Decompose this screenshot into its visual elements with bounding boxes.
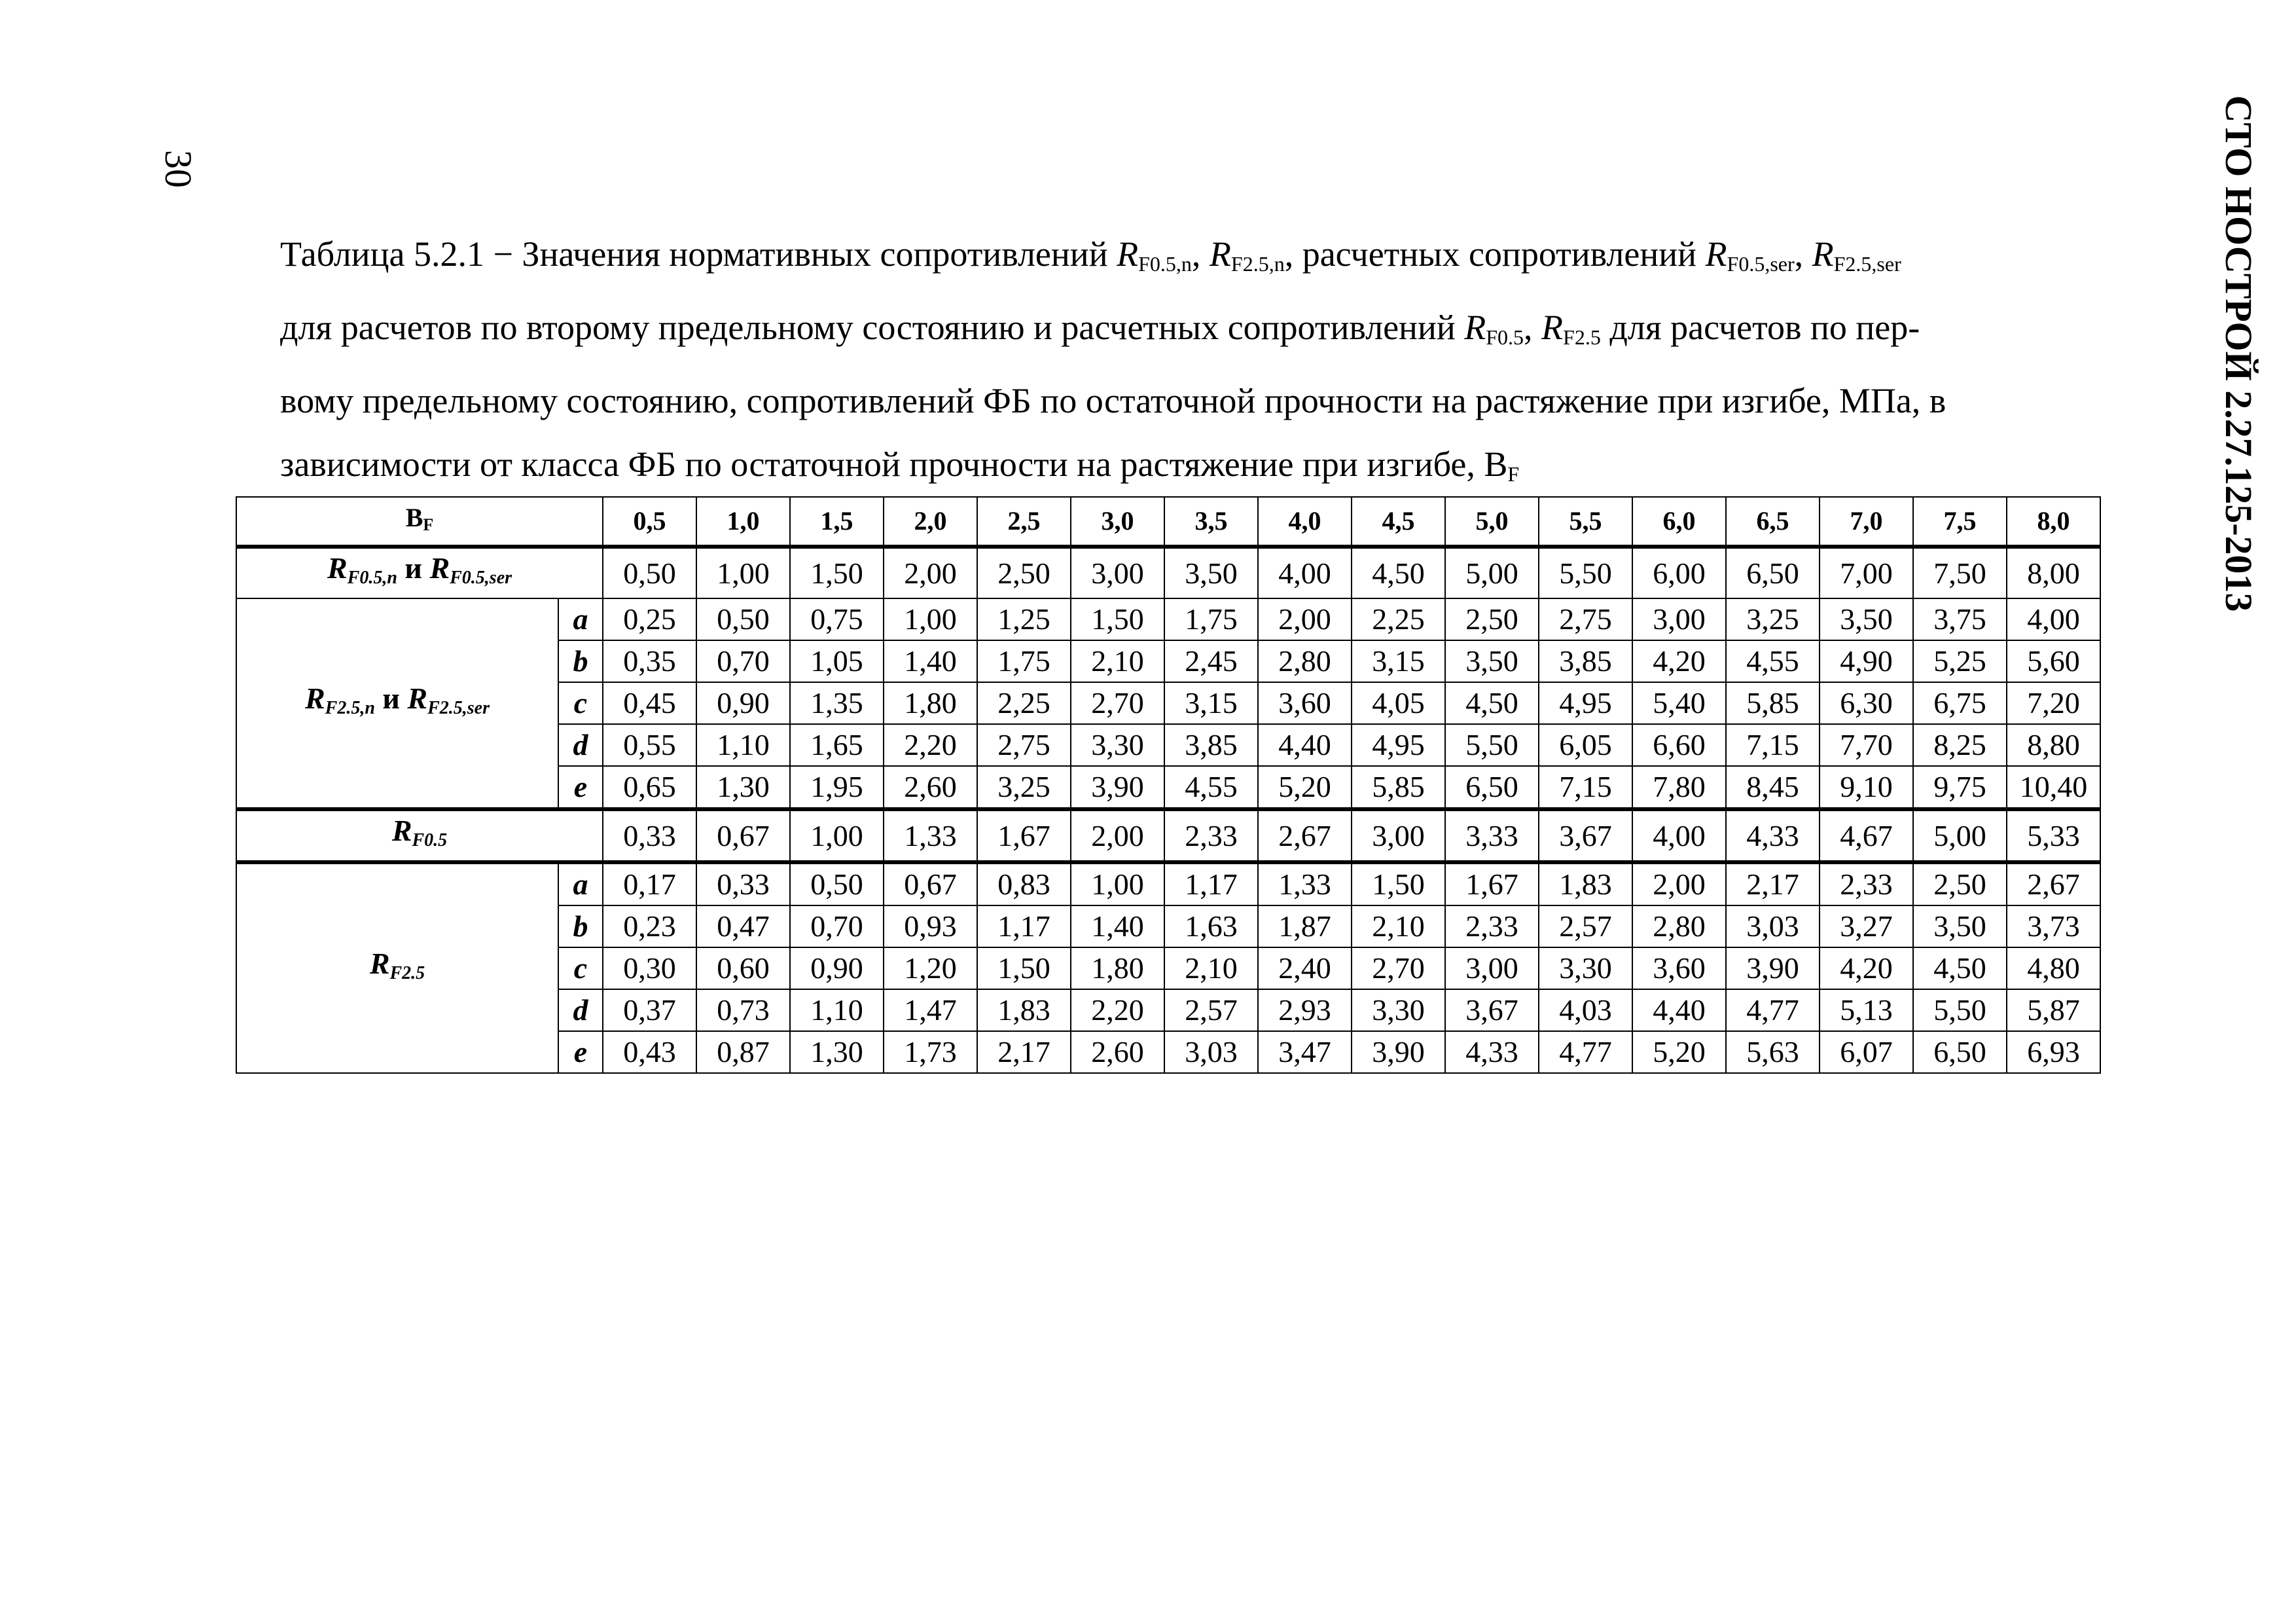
table-cell: 10,40	[2007, 766, 2100, 809]
table-cell: 3,75	[1913, 598, 2007, 640]
table-cell: 3,50	[1164, 547, 1258, 598]
table-cell: 4,03	[1539, 989, 1632, 1031]
table-cell: 9,75	[1913, 766, 2007, 809]
table-cell: 4,77	[1539, 1031, 1632, 1073]
table-cell: 3,00	[1632, 598, 1726, 640]
table-cell: 1,30	[696, 766, 790, 809]
table-cell: 3,60	[1258, 682, 1352, 724]
header-class-value: 1,0	[696, 497, 790, 547]
table-cell: 3,85	[1164, 724, 1258, 766]
table-row	[236, 598, 2100, 640]
table-cell: 7,20	[2007, 682, 2100, 724]
table-cell: 3,90	[1726, 947, 1820, 989]
table-row	[236, 547, 2100, 598]
header-class-value: 3,0	[1071, 497, 1164, 547]
table-cell: 7,50	[1913, 547, 2007, 598]
row-sublabel: e	[558, 766, 603, 809]
header-class-value: 0,5	[603, 497, 696, 547]
table-cell: 4,80	[2007, 947, 2100, 989]
table-cell: 0,25	[603, 598, 696, 640]
table-cell: 5,00	[1445, 547, 1539, 598]
header-class-value: 7,5	[1913, 497, 2007, 547]
table-cell: 7,80	[1632, 766, 1726, 809]
table-cell: 0,17	[603, 862, 696, 905]
caption-line-4: зависимости от класса ФБ по остаточной прочности на растяжение при изгибе, $B_F$	[280, 445, 1520, 486]
table-cell: 2,50	[1445, 598, 1539, 640]
table-cell: 1,30	[790, 1031, 884, 1073]
table-cell: 5,40	[1632, 682, 1726, 724]
table-cell: 5,85	[1352, 766, 1445, 809]
table-cell: 4,00	[1632, 809, 1726, 862]
header-class-value: 4,5	[1352, 497, 1445, 547]
table-cell: 3,90	[1352, 1031, 1445, 1073]
table-cell: 5,85	[1726, 682, 1820, 724]
table-cell: 4,20	[1632, 640, 1726, 682]
table-cell: 2,20	[1071, 989, 1164, 1031]
row-label-rf25n-rf25ser	[236, 598, 558, 809]
table-cell: 2,57	[1164, 989, 1258, 1031]
label-r-letter: R	[327, 551, 348, 585]
table-cell: 2,80	[1632, 905, 1726, 947]
table-cell: 2,33	[1164, 809, 1258, 862]
table-cell: 4,95	[1539, 682, 1632, 724]
table-cell: 1,47	[884, 989, 977, 1031]
table-cell: 8,00	[2007, 547, 2100, 598]
table-cell: 0,50	[696, 598, 790, 640]
table-cell: 2,00	[1071, 809, 1164, 862]
table-cell: 1,25	[977, 598, 1071, 640]
row-label-rf05	[236, 809, 603, 862]
table-cell: 5,20	[1258, 766, 1352, 809]
table-cell: 4,00	[1258, 547, 1352, 598]
table-caption	[280, 223, 2106, 506]
table-cell: 0,90	[790, 947, 884, 989]
table-cell: 6,30	[1820, 682, 1913, 724]
table-cell: 1,75	[977, 640, 1071, 682]
table-cell: 1,80	[884, 682, 977, 724]
table-header-row	[236, 497, 2100, 547]
table-cell: 1,33	[884, 809, 977, 862]
table-cell: 5,50	[1539, 547, 1632, 598]
table-cell: 0,90	[696, 682, 790, 724]
table-cell: 0,67	[696, 809, 790, 862]
table-cell: 2,20	[884, 724, 977, 766]
table-cell: 3,85	[1539, 640, 1632, 682]
table-cell: 0,37	[603, 989, 696, 1031]
table-cell: 3,30	[1352, 989, 1445, 1031]
table-cell: 4,55	[1726, 640, 1820, 682]
table-cell: 3,50	[1820, 598, 1913, 640]
table-cell: 4,67	[1820, 809, 1913, 862]
table-cell: 2,10	[1164, 947, 1258, 989]
table-cell: 2,57	[1539, 905, 1632, 947]
row-sublabel: a	[558, 862, 603, 905]
resistance-table	[236, 496, 2101, 1074]
table-cell: 5,50	[1913, 989, 2007, 1031]
table-cell: 2,93	[1258, 989, 1352, 1031]
table-cell: 2,50	[1913, 862, 2007, 905]
table-cell: 3,33	[1445, 809, 1539, 862]
table-cell: 1,40	[1071, 905, 1164, 947]
row-sublabel: d	[558, 724, 603, 766]
table-cell: 3,27	[1820, 905, 1913, 947]
table-cell: 7,15	[1726, 724, 1820, 766]
table-cell: 1,33	[1258, 862, 1352, 905]
table-cell: 3,00	[1445, 947, 1539, 989]
row-sublabel: a	[558, 598, 603, 640]
table-cell: 1,20	[884, 947, 977, 989]
table-row	[236, 862, 2100, 905]
table-cell: 1,75	[1164, 598, 1258, 640]
table-cell: 6,50	[1445, 766, 1539, 809]
table-cell: 0,35	[603, 640, 696, 682]
table-cell: 1,50	[977, 947, 1071, 989]
table-cell: 8,80	[2007, 724, 2100, 766]
table-cell: 4,50	[1913, 947, 2007, 989]
label-r-letter: R	[369, 946, 390, 980]
table-cell: 2,67	[1258, 809, 1352, 862]
label-subscript: F0.5,n	[347, 568, 397, 588]
header-class-value: 7,0	[1820, 497, 1913, 547]
table-cell: 3,25	[977, 766, 1071, 809]
table-cell: 3,50	[1445, 640, 1539, 682]
table-cell: 1,63	[1164, 905, 1258, 947]
table-cell: 4,77	[1726, 989, 1820, 1031]
table-cell: 4,55	[1164, 766, 1258, 809]
label-r-letter: R	[391, 814, 412, 847]
table-cell: 5,20	[1632, 1031, 1726, 1073]
table-cell: 0,33	[696, 862, 790, 905]
table-cell: 1,50	[1071, 598, 1164, 640]
table-cell: 2,17	[1726, 862, 1820, 905]
table-cell: 3,67	[1539, 809, 1632, 862]
table-cell: 5,87	[2007, 989, 2100, 1031]
table-cell: 1,87	[1258, 905, 1352, 947]
table-cell: 2,60	[1071, 1031, 1164, 1073]
table-cell: 5,33	[2007, 809, 2100, 862]
table-cell: 3,15	[1352, 640, 1445, 682]
table-cell: 2,40	[1258, 947, 1352, 989]
table-cell: 3,47	[1258, 1031, 1352, 1073]
table-cell: 1,40	[884, 640, 977, 682]
table-cell: 2,00	[1632, 862, 1726, 905]
row-label-rf25	[236, 862, 558, 1073]
label-subscript: F2.5,n	[325, 697, 375, 718]
label-subscript: F0.5	[412, 830, 448, 850]
table-cell: 1,65	[790, 724, 884, 766]
table-cell: 7,15	[1539, 766, 1632, 809]
table-cell: 6,00	[1632, 547, 1726, 598]
table-cell: 7,00	[1820, 547, 1913, 598]
table-cell: 8,25	[1913, 724, 2007, 766]
table-cell: 2,70	[1352, 947, 1445, 989]
table-cell: 0,60	[696, 947, 790, 989]
label-subscript: F2.5,ser	[427, 697, 490, 718]
table-cell: 5,00	[1913, 809, 2007, 862]
table-cell: 2,67	[2007, 862, 2100, 905]
table-cell: 1,50	[790, 547, 884, 598]
table-cell: 3,00	[1352, 809, 1445, 862]
header-class-value: 3,5	[1164, 497, 1258, 547]
table-cell: 2,10	[1071, 640, 1164, 682]
table-cell: 2,33	[1445, 905, 1539, 947]
table-cell: 6,07	[1820, 1031, 1913, 1073]
table-cell: 0,45	[603, 682, 696, 724]
header-class-value: 6,5	[1726, 497, 1820, 547]
table-cell: 2,17	[977, 1031, 1071, 1073]
table-cell: 1,17	[1164, 862, 1258, 905]
table-cell: 1,50	[1352, 862, 1445, 905]
header-class-value: 8,0	[2007, 497, 2100, 547]
caption-line-2: для расчетов по второму предельному состоянию и расчетных сопротивлений $R_{F0.5}$, $R_{F2.5}$ для расчетов по пер-	[280, 308, 1920, 349]
header-class-value: 5,0	[1445, 497, 1539, 547]
table-cell: 2,10	[1352, 905, 1445, 947]
header-class-value: 5,5	[1539, 497, 1632, 547]
table-cell: 4,50	[1445, 682, 1539, 724]
table-cell: 1,67	[1445, 862, 1539, 905]
table-cell: 3,03	[1164, 1031, 1258, 1073]
table-row	[236, 809, 2100, 862]
row-sublabel: b	[558, 905, 603, 947]
table-cell: 4,95	[1352, 724, 1445, 766]
table-cell: 1,73	[884, 1031, 977, 1073]
row-sublabel: c	[558, 947, 603, 989]
table-cell: 4,40	[1258, 724, 1352, 766]
label-subscript: F0.5,ser	[450, 568, 512, 588]
table-cell: 6,75	[1913, 682, 2007, 724]
table-cell: 1,83	[977, 989, 1071, 1031]
table-cell: 2,70	[1071, 682, 1164, 724]
table-cell: 4,00	[2007, 598, 2100, 640]
caption-line-3: вому предельному состоянию, сопротивлений ФБ по остаточной прочности на растяжение при изгибе, МПа, в	[280, 381, 1946, 420]
label-r-letter: R	[429, 551, 450, 585]
table-cell: 3,15	[1164, 682, 1258, 724]
table-cell: 4,05	[1352, 682, 1445, 724]
document-code: СТО НОСТРОЙ 2.27.125-2013	[2217, 95, 2260, 612]
header-class-value: 1,5	[790, 497, 884, 547]
table-cell: 1,80	[1071, 947, 1164, 989]
row-sublabel: b	[558, 640, 603, 682]
label-conjunction: и	[374, 681, 408, 715]
table-cell: 1,00	[1071, 862, 1164, 905]
table-cell: 5,13	[1820, 989, 1913, 1031]
row-sublabel: d	[558, 989, 603, 1031]
label-r-letter: R	[304, 681, 325, 715]
table-cell: 5,63	[1726, 1031, 1820, 1073]
table-cell: 0,30	[603, 947, 696, 989]
table-cell: 5,60	[2007, 640, 2100, 682]
table-cell: 3,03	[1726, 905, 1820, 947]
header-class-label: BF	[236, 497, 603, 547]
table-cell: 0,70	[790, 905, 884, 947]
table-cell: 1,35	[790, 682, 884, 724]
table-cell: 1,05	[790, 640, 884, 682]
table-cell: 1,83	[1539, 862, 1632, 905]
table-cell: 3,25	[1726, 598, 1820, 640]
table-cell: 3,73	[2007, 905, 2100, 947]
table-cell: 0,75	[790, 598, 884, 640]
table-cell: 4,40	[1632, 989, 1726, 1031]
table-cell: 6,60	[1632, 724, 1726, 766]
table-cell: 4,50	[1352, 547, 1445, 598]
table-cell: 1,10	[696, 724, 790, 766]
table-cell: 0,83	[977, 862, 1071, 905]
table-cell: 1,00	[790, 809, 884, 862]
table-cell: 0,33	[603, 809, 696, 862]
table-cell: 4,20	[1820, 947, 1913, 989]
table-cell: 2,80	[1258, 640, 1352, 682]
table-cell: 2,25	[1352, 598, 1445, 640]
table-cell: 3,30	[1539, 947, 1632, 989]
row-sublabel: c	[558, 682, 603, 724]
table-cell: 1,00	[696, 547, 790, 598]
header-class-value: 2,5	[977, 497, 1071, 547]
table-cell: 0,93	[884, 905, 977, 947]
table-cell: 1,17	[977, 905, 1071, 947]
table-cell: 6,50	[1726, 547, 1820, 598]
table-cell: 2,25	[977, 682, 1071, 724]
table-cell: 2,60	[884, 766, 977, 809]
table-cell: 3,60	[1632, 947, 1726, 989]
table-cell: 0,73	[696, 989, 790, 1031]
table-cell: 1,00	[884, 598, 977, 640]
table-cell: 1,10	[790, 989, 884, 1031]
table-cell: 3,30	[1071, 724, 1164, 766]
table-cell: 5,50	[1445, 724, 1539, 766]
table-cell: 0,50	[790, 862, 884, 905]
table-cell: 3,00	[1071, 547, 1164, 598]
table-cell: 0,65	[603, 766, 696, 809]
table-cell: 0,47	[696, 905, 790, 947]
header-class-value: 2,0	[884, 497, 977, 547]
table-cell: 5,25	[1913, 640, 2007, 682]
table-cell: 6,05	[1539, 724, 1632, 766]
header-class-value: 6,0	[1632, 497, 1726, 547]
table-cell: 2,33	[1820, 862, 1913, 905]
table-cell: 6,50	[1913, 1031, 2007, 1073]
table-cell: 1,95	[790, 766, 884, 809]
table-cell: 0,87	[696, 1031, 790, 1073]
table-cell: 0,70	[696, 640, 790, 682]
row-label-rf05n-rf05ser	[236, 547, 603, 598]
table-cell: 0,23	[603, 905, 696, 947]
page-number: 30	[157, 150, 200, 188]
label-subscript: F2.5	[389, 962, 425, 983]
table-cell: 1,67	[977, 809, 1071, 862]
table-cell: 2,75	[1539, 598, 1632, 640]
table-cell: 6,93	[2007, 1031, 2100, 1073]
table-cell: 3,67	[1445, 989, 1539, 1031]
table-cell: 0,55	[603, 724, 696, 766]
table-cell: 2,00	[884, 547, 977, 598]
table-cell: 0,43	[603, 1031, 696, 1073]
table-cell: 4,33	[1726, 809, 1820, 862]
table-cell: 4,90	[1820, 640, 1913, 682]
label-r-letter: R	[407, 681, 428, 715]
table-cell: 2,00	[1258, 598, 1352, 640]
table-cell: 0,50	[603, 547, 696, 598]
table-cell: 2,50	[977, 547, 1071, 598]
table-cell: 9,10	[1820, 766, 1913, 809]
table-cell: 2,75	[977, 724, 1071, 766]
caption-line-1: Таблица 5.2.1 − Значения нормативных сопротивлений $R_{F0.5,n}$, $R_{F2.5,n}$, расчетных сопротивлений $R_{F0.5,ser}$, $R_{F2.5,ser}$	[280, 234, 1901, 276]
table-cell: 7,70	[1820, 724, 1913, 766]
label-conjunction: и	[397, 551, 430, 585]
table-cell: 0,67	[884, 862, 977, 905]
table-cell: 2,45	[1164, 640, 1258, 682]
row-sublabel: e	[558, 1031, 603, 1073]
header-class-value: 4,0	[1258, 497, 1352, 547]
table-cell: 3,50	[1913, 905, 2007, 947]
table-cell: 3,90	[1071, 766, 1164, 809]
table-cell: 8,45	[1726, 766, 1820, 809]
table-cell: 4,33	[1445, 1031, 1539, 1073]
